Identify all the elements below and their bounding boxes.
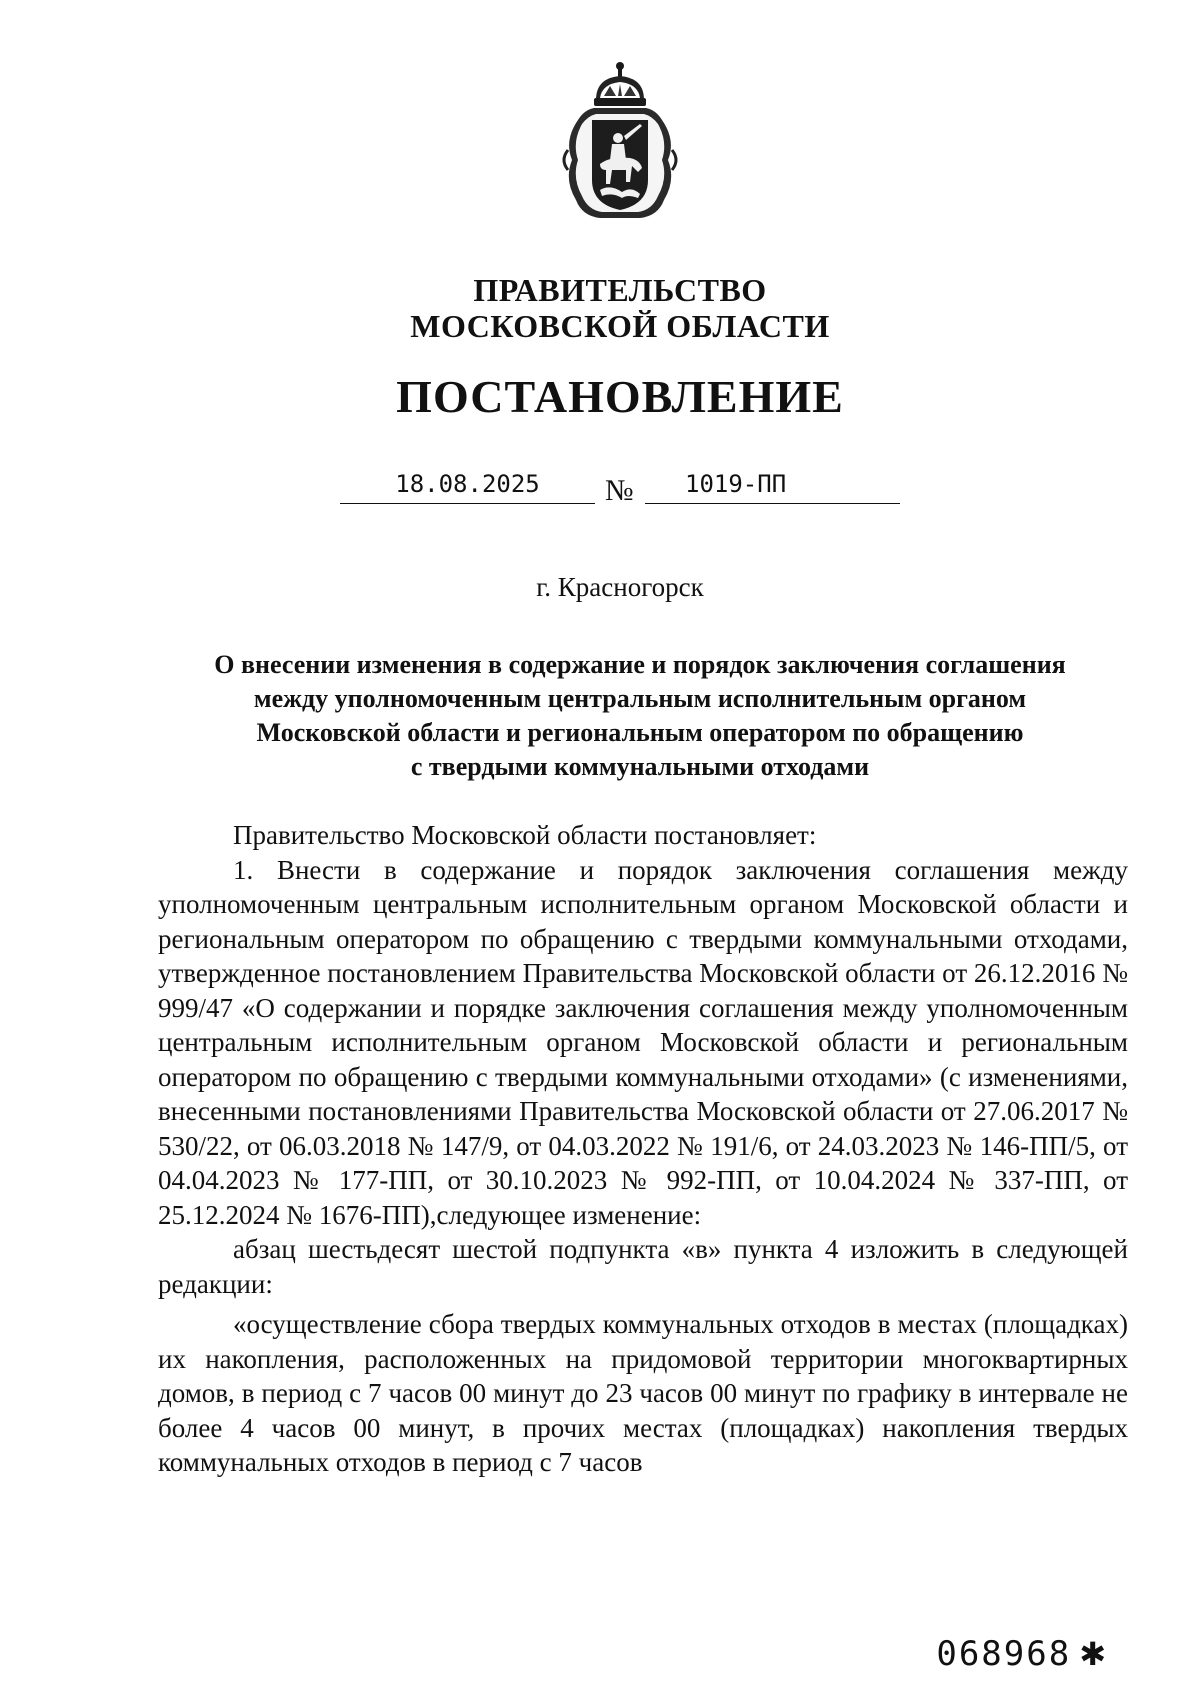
document-date: 18.08.2025 — [340, 470, 595, 504]
document-number: 1019-ПП — [645, 470, 900, 504]
subject-line: Московской области и региональным оператором по обращению — [256, 718, 1024, 747]
date-number-row — [340, 470, 900, 510]
document-body — [158, 818, 1128, 1480]
item-1-paragraph: 1. Внести в содержание и порядок заключения соглашения между уполномоченным центральным исполнительным органом Московской области и региональным оператором по обращению с твердыми коммунальными отходами, утвержденное постановлением Правительства Московской области от 26.12.2016 № 999/47 «О содержании и порядке заключения соглашения между уполномоченным центральным исполнительным органом Московской области и региональным оператором по обращению с твердыми коммунальными отходами» (с изменениями, внесенными постановлениями Правительства Московской области от 27.06.2017 № 530/22, от 06.03.2018 № 147/9, от 04.03.2022 № 191/6, от 24.03.2023 № 146-ПП/5, от 04.04.2023 № 177-ПП, от 30.10.2023 № 992-ПП, от 10.04.2024 № 337-ПП, от 25.12.2024 № 1676-ПП),следующее изменение: — [158, 854, 1128, 1230]
subject-line: между уполномоченным центральным исполнительным органом — [253, 684, 1027, 713]
intro-paragraph: Правительство Московской области постановляет: — [233, 820, 817, 850]
government-title-line1: ПРАВИТЕЛЬСТВО — [473, 272, 767, 308]
form-serial-number — [936, 1634, 1108, 1674]
document-subject — [160, 648, 1120, 784]
number-sign: № — [605, 474, 634, 507]
serial-number-text: 068968 — [936, 1634, 1072, 1674]
subject-line: О внесении изменения в содержание и порядок заключения соглашения — [214, 650, 1066, 679]
document-type: ПОСТАНОВЛЕНИЕ — [396, 371, 844, 422]
government-title-line2: МОСКОВСКОЙ ОБЛАСТИ — [410, 308, 830, 344]
subject-line: с твердыми коммунальными отходами — [410, 752, 870, 781]
new-wording-paragraph: «осуществление сбора твердых коммунальных отходов в местах (площадках) их накопления, расположенных на придомовой территории многоквартирных домов, в период с 7 часов 00 минут до 23 часов 00 минут по графику в интервале не более 4 часов 00 минут, в прочих местах (площадках) накопления твердых коммунальных отходов в период с 7 часов — [158, 1309, 1128, 1477]
coat-of-arms-icon — [560, 60, 680, 225]
city-of-issue: г. Красногорск — [536, 572, 704, 602]
serial-mark-icon: ✱ — [1079, 1635, 1108, 1673]
amendment-paragraph: абзац шестьдесят шестой подпункта «в» пункта 4 изложить в следующей редакции: — [158, 1234, 1128, 1299]
